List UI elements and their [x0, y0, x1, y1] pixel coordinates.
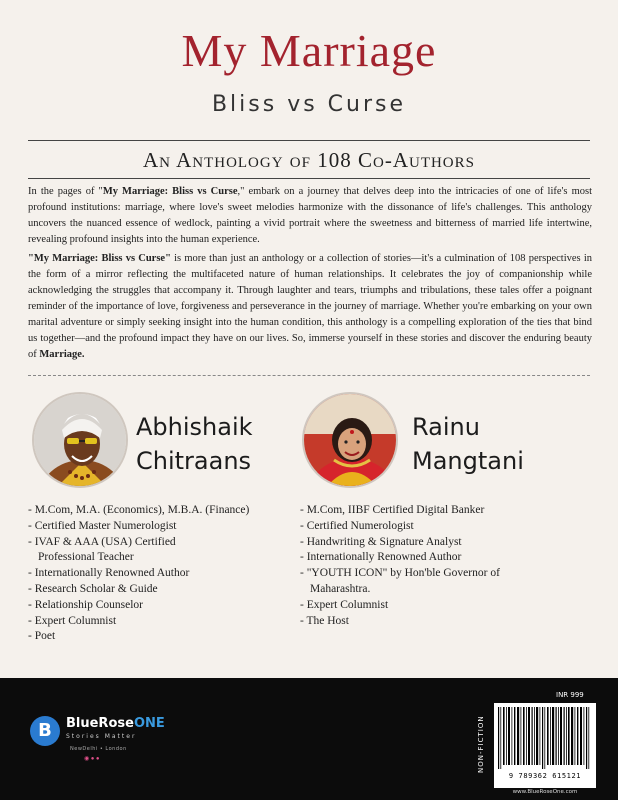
- credential-item: - Handwriting & Signature Analyst: [300, 535, 462, 548]
- author-photo-rainu: [302, 392, 398, 488]
- author-photo-abhishaik: [32, 392, 128, 488]
- publisher-location: NewDelhi • London: [70, 746, 127, 752]
- anthology-tagline: An Anthology of 108 Co-Authors: [142, 148, 475, 172]
- credential-item: - IVAF & AAA (USA) Certified Professional Teacher: [28, 535, 176, 564]
- barcode-bars: [494, 703, 596, 771]
- credential-item: - Expert Columnist: [300, 598, 389, 611]
- tagline-divider: [28, 178, 590, 179]
- intro-paragraph-2: "My Marriage: Bliss vs Curse" is more than just an anthology or a collection of stories—it's a culmination of 108 perspectives in the form of a mirror reflecting the multifaceted nature of human relationships. It celebrates the joy of companionship while acknowledging the struggles that accompany it. Through laughter and tears, triumphs and tribulations, these tales offer a poignant reminder of the importance of love, forgiveness and perseverance in the journey of marriage. Whether you're embarking on your own marital adventure or simply seeking insight into the human condition, this anthology is a compelling exploration of the ties that bind us together—and the profound impact they have on our lives. So, immerse yourself in these stories and discover the enduring beauty of Marriage.: [28, 253, 592, 360]
- publisher-tagline: Stories Matter: [66, 733, 137, 740]
- credential-item: - Certified Master Numerologist: [28, 519, 177, 532]
- credential-item: - Research Scholar & Guide: [28, 582, 158, 595]
- credential-item: - M.Com, IIBF Certified Digital Banker: [300, 504, 485, 516]
- credential-item: - M.Com, M.A. (Economics), M.B.A. (Finance): [28, 504, 250, 516]
- genre-label: NON-FICTION: [477, 715, 485, 773]
- publisher-name: BlueRoseONE: [66, 716, 165, 731]
- author-credentials-rainu: [300, 503, 550, 629]
- price-label: INR 999: [556, 691, 584, 699]
- social-icons: ◉ ● ●: [84, 756, 100, 762]
- credential-item: - The Host: [300, 614, 349, 627]
- section-divider: [28, 375, 590, 376]
- author-name-rainu: Rainu Mangtani: [412, 413, 524, 475]
- intro-paragraph-1: In the pages of "My Marriage: Bliss vs Curse," embark on a journey that delves deep into the intricacies of one of life's most profound institutions: marriage, where love's sweet melodies harmonize with the dissonance of life's challenges. This anthology uncovers the nuanced essence of wedlock, painting a vivid portrait where the sweetness and bitterness of married life intertwine, revealing profound insights into the human experience.: [28, 186, 592, 245]
- publisher-logo-icon: B: [30, 716, 60, 746]
- isbn-number: 9 789362 615121: [508, 772, 582, 780]
- publisher-website: www.BlueRoseOne.com: [512, 789, 578, 795]
- author-name-abhishaik: Abhishaik Chitraans: [136, 413, 253, 475]
- book-title: My Marriage: [181, 25, 437, 76]
- credential-item: - Certified Numerologist: [300, 519, 414, 532]
- book-subtitle: Bliss vs Curse: [211, 92, 407, 117]
- credential-item: - "YOUTH ICON" by Hon'ble Governor of Maharashtra.: [300, 567, 500, 595]
- credential-item: - Internationally Renowned Author: [300, 551, 462, 564]
- author-credentials-abhishaik: [28, 503, 290, 645]
- credential-item: - Internationally Renowned Author: [28, 567, 190, 580]
- top-divider: [28, 140, 590, 141]
- credential-item: - Poet: [28, 630, 56, 643]
- credential-item: - Relationship Counselor: [28, 598, 143, 611]
- credential-item: - Expert Columnist: [28, 614, 117, 627]
